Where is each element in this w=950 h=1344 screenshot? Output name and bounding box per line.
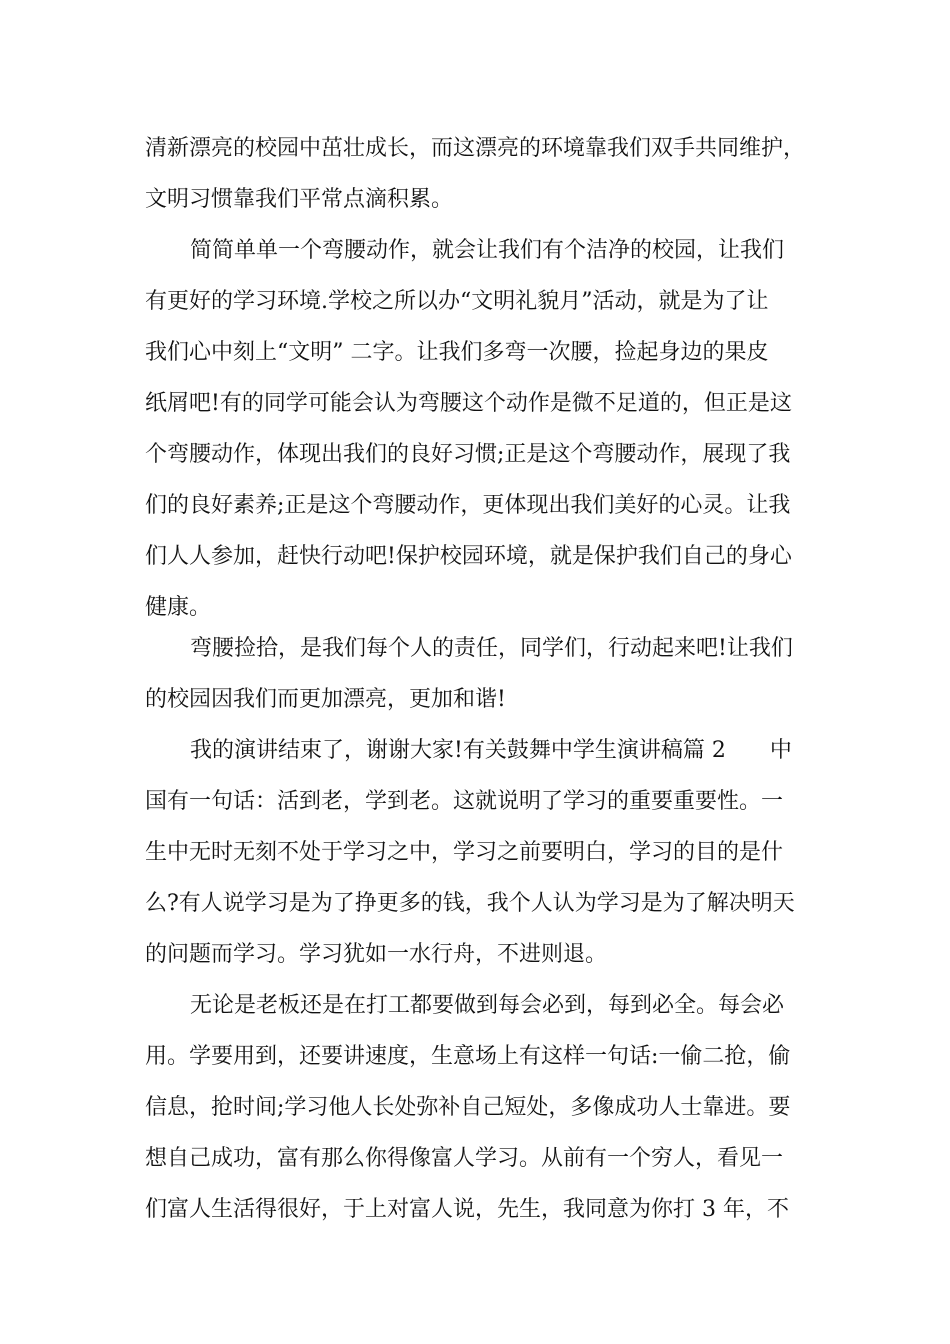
text-line: 生中无时无刻不处于学习之中，学习之前要明白，学习的目的是什 xyxy=(145,840,784,865)
text-line: 有更好的学习环境.学校之所以办“文明礼貌月”活动，就是为了让 xyxy=(145,289,769,314)
text-line: 么?有人说学习是为了挣更多的钱，我个人认为学习是为了解决明天 xyxy=(145,891,795,916)
text-line: 文明习惯靠我们平常点滴积累。 xyxy=(145,187,454,212)
paragraph-start-line: 无论是老板还是在打工都要做到每会必到，每到必全。每会必 xyxy=(190,993,785,1018)
text-line: 健康。 xyxy=(145,595,212,620)
text-line: 想自己成功，富有那么你得像富人学习。从前有一个穷人，看见一 xyxy=(145,1146,784,1171)
text-line: 们人人参加，赶快行动吧!保护校园环境，就是保护我们自己的身心 xyxy=(145,544,792,569)
text-line: 我们心中刻上“文明” 二字。让我们多弯一次腰，捡起身边的果皮 xyxy=(145,340,769,365)
text-line: 们的良好素养;正是这个弯腰动作，更体现出我们美好的心灵。让我 xyxy=(145,493,791,518)
paragraph-start-line: 我的演讲结束了，谢谢大家!有关鼓舞中学生演讲稿篇 2 中 xyxy=(190,738,792,763)
text-line: 信息，抢时间;学习他人长处弥补自己短处，多像成功人士靠进。要 xyxy=(145,1095,791,1120)
text-line: 们富人生活得很好，于上对富人说，先生，我同意为你打 3 年，不 xyxy=(145,1197,789,1222)
text-line: 的问题而学习。学习犹如一水行舟，不进则退。 xyxy=(145,942,608,967)
text-line: 用。学要用到，还要讲速度，生意场上有这样一句话:一偷二抢，偷 xyxy=(145,1044,791,1069)
text-line: 国有一句话：活到老，学到老。这就说明了学习的重要重要性。一 xyxy=(145,789,784,814)
text-line: 个弯腰动作，体现出我们的良好习惯;正是这个弯腰动作，展现了我 xyxy=(145,442,791,467)
paragraph-start-line: 简简单单一个弯腰动作，就会让我们有个洁净的校园，让我们 xyxy=(190,238,785,263)
paragraph-start-line: 弯腰捡拾，是我们每个人的责任，同学们，行动起来吧!让我们 xyxy=(190,636,793,661)
text-line: 的校园因我们而更加漂亮，更加和谐! xyxy=(145,687,506,712)
text-line: 清新漂亮的校园中茁壮成长，而这漂亮的环境靠我们双手共同维护， xyxy=(145,136,806,161)
text-line: 纸屑吧!有的同学可能会认为弯腰这个动作是微不足道的，但正是这 xyxy=(145,391,792,416)
